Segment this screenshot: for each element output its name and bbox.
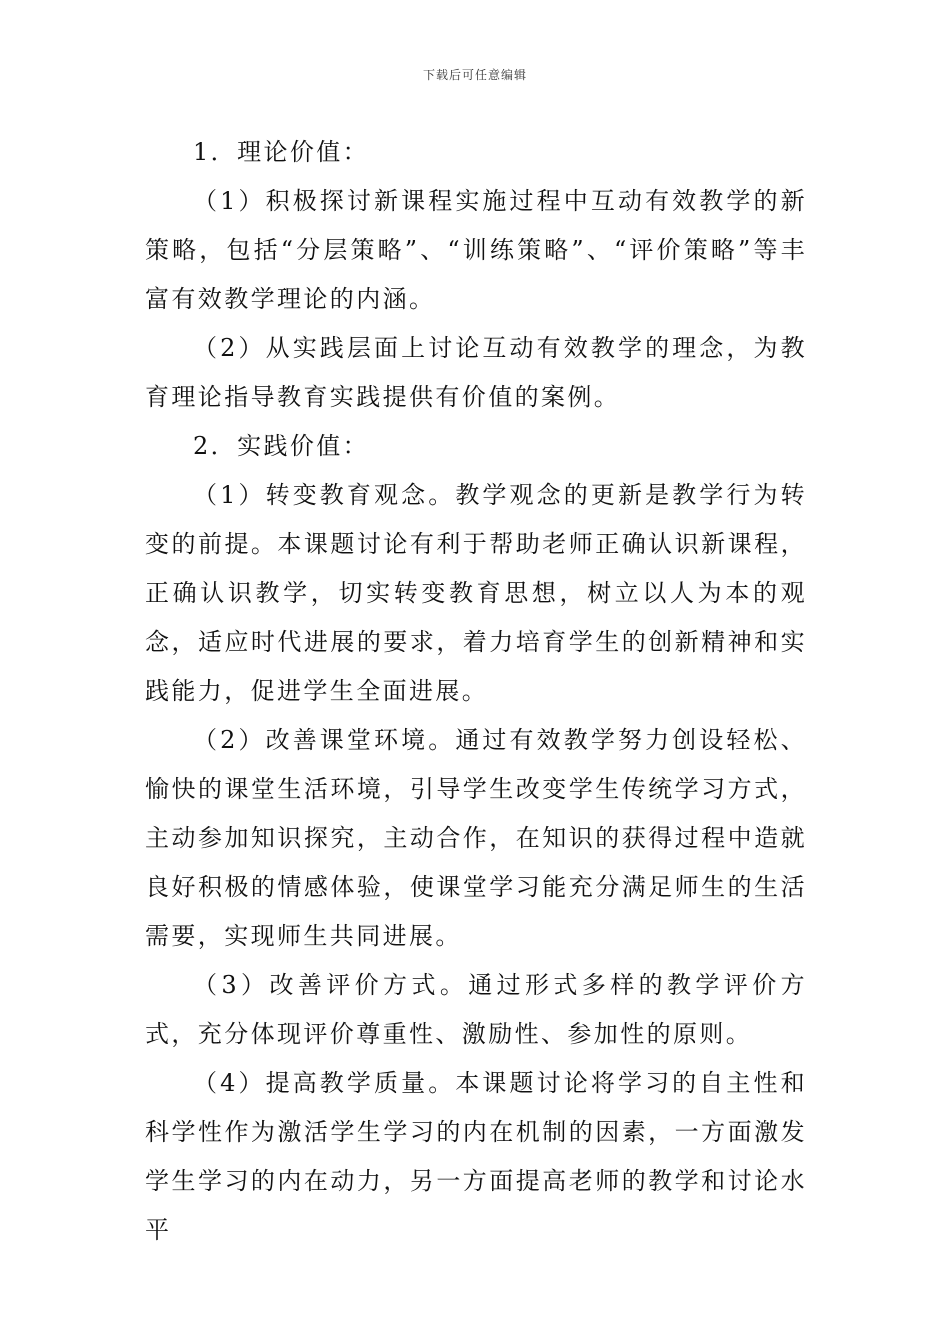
paragraph-practice-value-heading: 2．实践价值： [193,432,370,460]
paragraph-theory-item-2: （2）从实践层面上讨论互动有效教学的理念，为教育理论指导教育实践提供有价值的案例。 [145,334,807,411]
paragraph-practice-item-4: （4）提高教学质量。本课题讨论将学习的自主性和科学性作为激活学生学习的内在机制的因素，一方面激发学生学习的内在动力，另一方面提高老师的教学和讨论水平 [145,1069,807,1244]
paragraph-theory-value-heading: 1．理论价值： [193,138,370,166]
paragraph-practice-item-1: （1）转变教育观念。教学观念的更新是教学行为转变的前提。本课题讨论有利于帮助老师正确认识新课程，正确认识教学，切实转变教育思想，树立以人为本的观念，适应时代进展的要求，着力培育学生的创新精神和实践能力，促进学生全面进展。 [145,481,807,705]
paragraph-theory-item-1: （1）积极探讨新课程实施过程中互动有效教学的新策略，包括“分层策略”、“训练策略”、“评价策略”等丰富有效教学理论的内涵。 [145,187,807,313]
paragraph-practice-item-2: （2）改善课堂环境。通过有效教学努力创设轻松、愉快的课堂生活环境，引导学生改变学生传统学习方式，主动参加知识探究，主动合作，在知识的获得过程中造就良好积极的情感体验，使课堂学习能充分满足师生的生活需要，实现师生共同进展。 [145,726,807,950]
document-body [145,128,807,1255]
page-header: 下载后可任意编辑 [422,68,527,82]
paragraph-practice-item-3: （3）改善评价方式。通过形式多样的教学评价方式，充分体现评价尊重性、激励性、参加性的原则。 [145,971,807,1048]
